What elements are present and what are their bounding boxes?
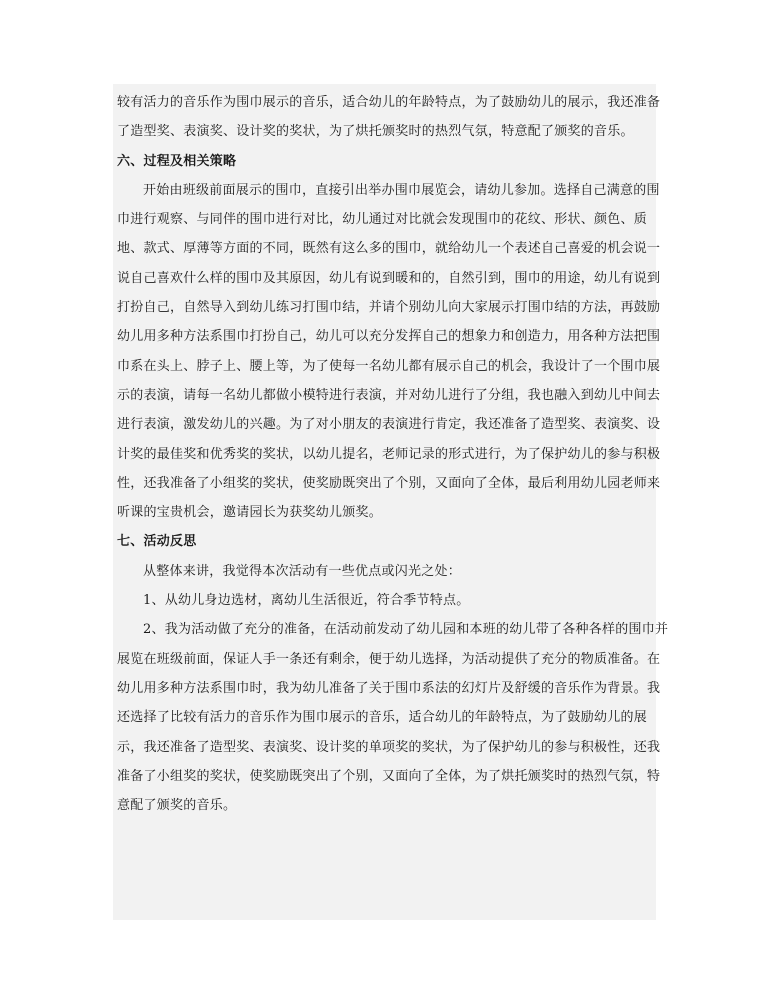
section-heading-process: 六、过程及相关策略 (117, 153, 237, 169)
text-line: 进行表演，激发幼儿的兴趣。为了对小朋友的表演进行肯定，我还准备了造型奖、表演奖、设 (117, 417, 661, 433)
list-item: 2、我为活动做了充分的准备，在活动前发动了幼儿园和本班的幼儿带了各种各样的围巾并 (143, 622, 669, 638)
text-line: 说自己喜欢什么样的围巾及其原因，幼儿有说到暖和的，自然引到，围巾的用途，幼儿有说到 (117, 270, 661, 286)
text-line: 准备了小组奖的奖状，使奖励既突出了个别，又面向了全体，为了烘托颁奖时的热烈气氛，特 (117, 768, 661, 784)
text-line: 示，我还准备了造型奖、表演奖、设计奖的单项奖的奖状，为了保护幼儿的参与积极性，还我 (117, 739, 661, 755)
text-line: 较有活力的音乐作为围巾展示的音乐，适合幼儿的年龄特点，为了鼓励幼儿的展示，我还准备 (117, 95, 661, 110)
text-line: 幼儿用多种方法系围巾时，我为幼儿准备了关于围巾系法的幻灯片及舒缓的音乐作为背景。我 (117, 680, 661, 696)
text-line: 巾系在头上、脖子上、腰上等，为了使每一名幼儿都有展示自己的机会，我设计了一个围巾展 (117, 358, 661, 374)
text-line: 听课的宝贵机会，邀请园长为获奖幼儿颁奖。 (117, 505, 383, 521)
text-line: 展览在班级前面，保证人手一条还有剩余，便于幼儿选择，为活动提供了充分的物质准备。在 (117, 651, 661, 667)
text-line: 还选择了比较有活力的音乐作为围巾展示的音乐，适合幼儿的年龄特点，为了鼓励幼儿的展 (117, 710, 648, 726)
text-line: 了造型奖、表演奖、设计奖的奖状，为了烘托颁奖时的热烈气氛，特意配了颁奖的音乐。 (117, 124, 634, 140)
text-line: 打扮自己，自然导入到幼儿练习打围巾结，并请个别幼儿向大家展示打围巾结的方法，再鼓励 (117, 300, 661, 316)
text-line: 意配了颁奖的音乐。 (117, 798, 237, 814)
list-item: 1、从幼儿身边选材，离幼儿生活很近，符合季节特点。 (143, 593, 470, 609)
text-line: 开始由班级前面展示的围巾，直接引出举办围巾展览会，请幼儿参加。选择自己满意的围 (143, 182, 660, 198)
text-line: 性，还我准备了小组奖的奖状，使奖励既突出了个别，又面向了全体，最后利用幼儿园老师来 (117, 475, 661, 491)
text-line: 从整体来讲，我觉得本次活动有一些优点或闪光之处： (143, 563, 462, 579)
document-text (117, 88, 669, 820)
section-heading-reflection: 七、活动反思 (117, 534, 197, 550)
text-line: 地、款式、厚薄等方面的不同，既然有这么多的围巾，就给幼儿一个表述自己喜爱的机会说一 (117, 241, 661, 257)
text-line: 巾进行观察、与同伴的围巾进行对比，幼儿通过对比就会发现围巾的花纹、形状、颜色、质 (117, 212, 648, 228)
text-line: 计奖的最佳奖和优秀奖的奖状，以幼儿提名，老师记录的形式进行，为了保护幼儿的参与积极 (117, 446, 661, 462)
text-line: 幼儿用多种方法系围巾打扮自己，幼儿可以充分发挥自己的想象力和创造力，用各种方法把围 (117, 329, 661, 345)
text-line: 示的表演，请每一名幼儿都做小模特进行表演，并对幼儿进行了分组，我也融入到幼儿中间去 (117, 387, 661, 403)
